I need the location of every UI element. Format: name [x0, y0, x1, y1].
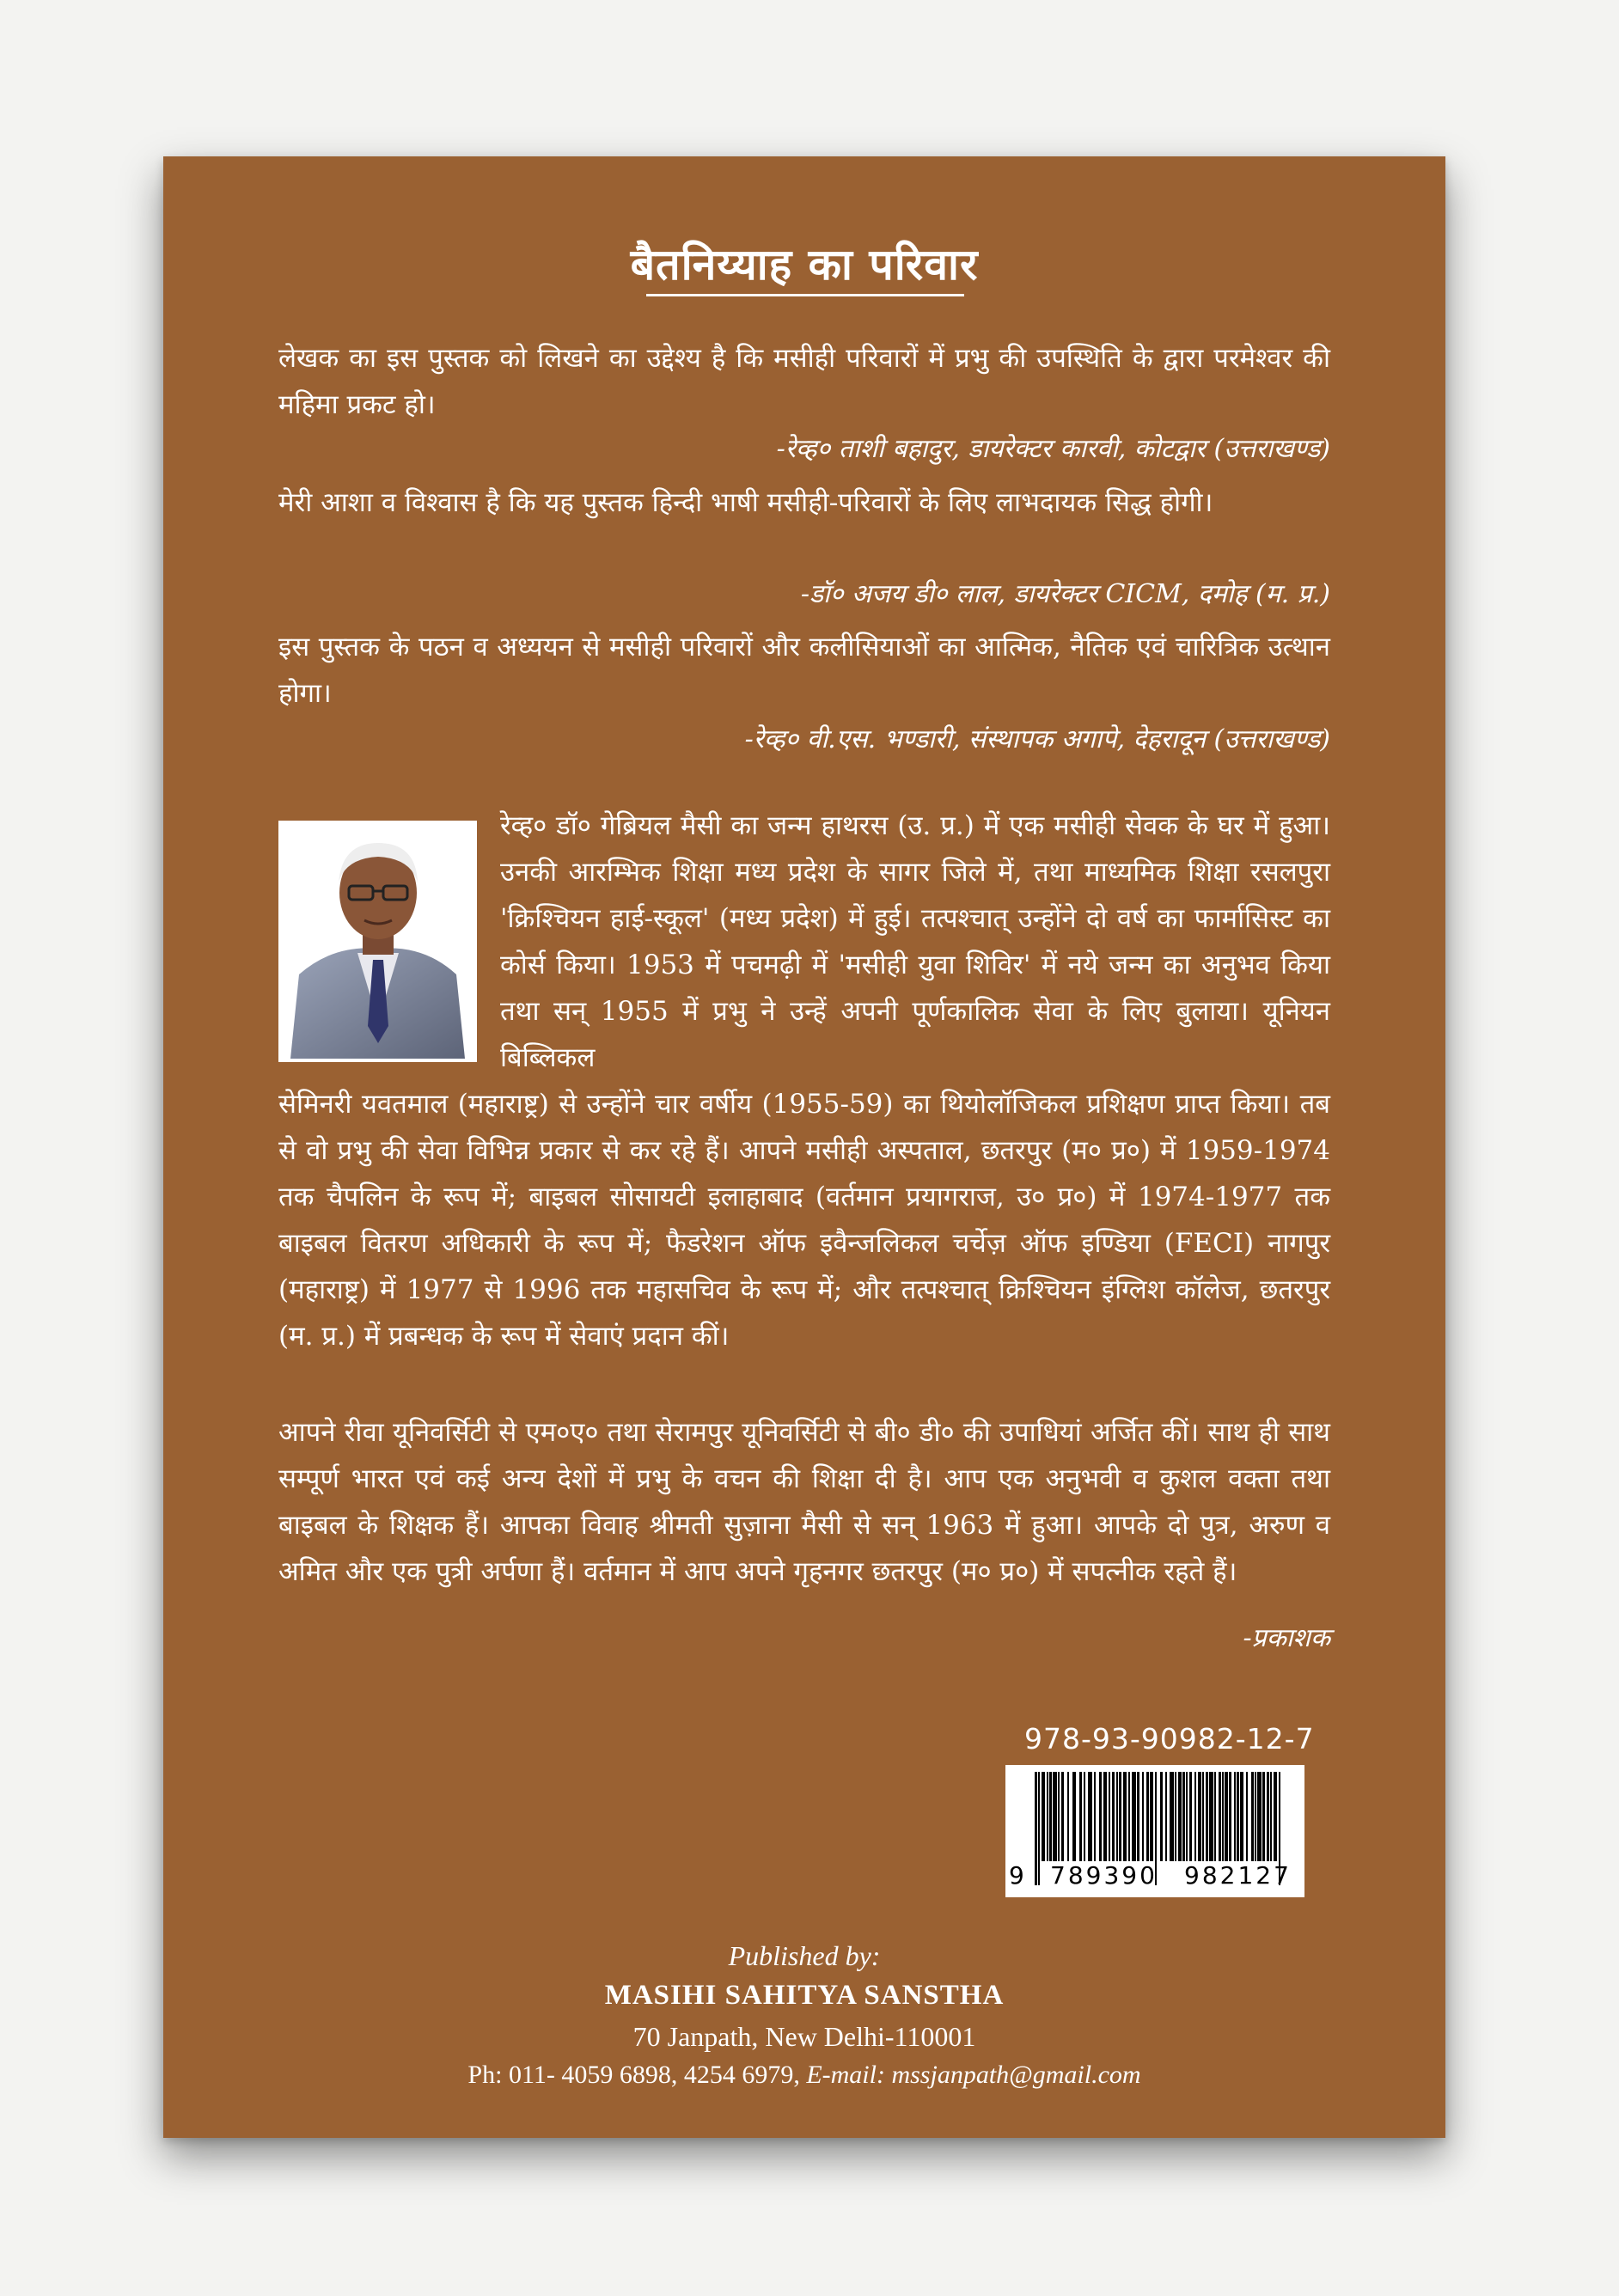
- publisher-phone: Ph: 011- 4059 6898, 4254 6979,: [467, 2061, 807, 2089]
- barcode-bar: [1246, 1772, 1248, 1861]
- barcode-bar: [1142, 1772, 1144, 1861]
- barcode-bar: [1165, 1772, 1167, 1861]
- barcode-bar: [1137, 1772, 1139, 1861]
- barcode-bar: [1206, 1772, 1208, 1861]
- quote-3-text: इस पुस्तक के पठन व अध्ययन से मसीही परिवारों और कलीसियाओं का आत्मिक, नैतिक एवं चारित्रिक उत्थान होगा।: [278, 632, 1330, 709]
- bio-paragraph-beside-photo: रेव्ह० डॉ० गेब्रियल मैसी का जन्म हाथरस (उ. प्र.) में एक मसीही सेवक के घर में हुआ। उनकी आरम्भिक शिक्षा मध्य प्रदेश के सागर जिले में, तथा माध्यमिक शिक्षा रसलपुरा 'क्रिश्चियन हाई-स्कूल' (मध्य प्रदेश) में हुई। तत्पश्चात् उन्होंने दो वर्ष का फार्मासिस्ट का कोर्स किया। 1953 में पचमढ़ी में 'मसीही युवा शिविर' में नये जन्म का अनुभव किया तथा सन् 1955 में प्रभु ने उन्हें अपनी पूर्णकालिक सेवा के लिए बुलाया। यूनियन बिब्लिकल: [500, 810, 1330, 1073]
- barcode-bar: [1099, 1772, 1102, 1861]
- barcode-digits-mid: 789390: [1050, 1861, 1158, 1890]
- barcode-bar: [1061, 1772, 1064, 1861]
- barcode-bar: [1109, 1772, 1110, 1861]
- barcode-bar: [1274, 1772, 1277, 1861]
- barcode-bar: [1225, 1772, 1228, 1861]
- barcode-bar: [1198, 1772, 1201, 1861]
- barcode-bar: [1103, 1772, 1107, 1861]
- barcode-bar: [1229, 1772, 1231, 1861]
- barcode-bar: [1088, 1772, 1092, 1861]
- barcode-bar: [1053, 1772, 1057, 1861]
- barcode-bar: [1267, 1772, 1269, 1861]
- published-by-label: Published by:: [728, 1940, 881, 1971]
- isbn-number: 978-93-90982-12-7: [1024, 1722, 1315, 1756]
- author-portrait-image: [282, 824, 473, 1059]
- barcode-bar: [1094, 1772, 1096, 1861]
- barcode-bar: [1178, 1772, 1182, 1861]
- publisher-contact: [163, 2061, 1445, 2090]
- barcode-bar: [1222, 1772, 1224, 1861]
- barcode-bar: [1194, 1772, 1196, 1861]
- publisher-address: 70 Janpath, New Delhi-110001: [632, 2021, 976, 2052]
- barcode-bar: [1202, 1772, 1204, 1861]
- barcode-bar: [1234, 1772, 1236, 1861]
- barcode-bar: [1170, 1772, 1174, 1861]
- barcode-bar: [1058, 1772, 1060, 1861]
- quote-2-attribution: -डॉ० अजय डी० लाल, डायरेक्टर CICM, दमोह (म. प्र.): [800, 579, 1330, 609]
- barcode-bar: [1175, 1772, 1176, 1861]
- barcode-bar: [1150, 1772, 1153, 1861]
- barcode-digits-right: 982127: [1184, 1861, 1292, 1890]
- publisher-email: mssjanpath@gmail.com: [891, 2061, 1141, 2089]
- bio-paragraph-continued: सेमिनरी यवतमाल (महाराष्ट्र) से उन्होंने चार वर्षीय (1955-59) का थियोलॉजिकल प्रशिक्षण प्राप्त किया। तब से वो प्रभु की सेवा विभिन्न प्रकार से कर रहे हैं। आपने मसीही अस्पताल, छतरपुर (म० प्र०) में 1959-1974 तक चैपलिन के रूप में; बाइबल सोसायटी इलाहाबाद (वर्तमान प्रयागराज, उ० प्र०) में 1974-1977 तक बाइबल वितरण अधिकारी के रूप में; फैडरेशन ऑफ इवैन्जलिकल चर्चेज़ ऑफ इण्डिया (FECI) नागपुर (महाराष्ट्र) में 1977 से 1996 तक महासचिव के रूप में; और तत्पश्चात् क्रिश्चियन इंग्लिश कॉलेज, छतरपुर (म. प्र.) में प्रबन्धक के रूप में सेवाएं प्रदान कीं।: [278, 1089, 1330, 1352]
- barcode-bar: [1042, 1772, 1045, 1861]
- publisher-name: MASIHI SAHITYA SANSTHA: [604, 1980, 1005, 2011]
- isbn-barcode: [1005, 1765, 1304, 1897]
- barcode-bar: [1084, 1772, 1085, 1861]
- barcode-bar: [1240, 1772, 1243, 1861]
- barcode-bar: [1160, 1772, 1163, 1861]
- barcode-bar: [1251, 1772, 1254, 1861]
- barcode-bar: [1123, 1772, 1127, 1861]
- barcode-bar: [1035, 1772, 1037, 1885]
- email-label: E-mail:: [806, 2061, 892, 2089]
- barcode-bar: [1112, 1772, 1115, 1861]
- author-photo: [278, 821, 477, 1062]
- barcode-bar: [1146, 1772, 1149, 1861]
- barcode-bar: [1049, 1772, 1052, 1861]
- bio-paragraph-2: आपने रीवा यूनिवर्सिटी से एम०ए० तथा सेरामपुर यूनिवर्सिटी से बी० डी० की उपाधियां अर्जित कीं। साथ ही साथ सम्पूर्ण भारत एवं कई अन्य देशों में प्रभु के वचन की शिक्षा दी है। आप एक अनुभवी व कुशल वक्ता तथा बाइबल के शिक्षक हैं। आपका विवाह श्रीमती सुज़ाना मैसी से सन् 1963 में हुआ। आपके दो पुत्र, अरुण व अमित और एक पुत्री अर्पणा हैं। वर्तमान में आप अपने गृहनगर छतरपुर (म० प्र०) में सपत्नीक रहते हैं।: [278, 1417, 1330, 1587]
- barcode-bar: [1038, 1772, 1040, 1885]
- barcode-bar: [1257, 1772, 1262, 1861]
- barcode-bar: [1079, 1772, 1082, 1861]
- barcode-bar: [1219, 1772, 1221, 1861]
- book-back-cover: [163, 156, 1445, 2138]
- barcode-bar: [1189, 1772, 1192, 1861]
- barcode-bar: [1209, 1772, 1213, 1861]
- barcode-bar: [1237, 1772, 1239, 1861]
- barcode-bar: [1119, 1772, 1121, 1861]
- barcode-bar: [1132, 1772, 1136, 1861]
- quote-1-text: लेखक का इस पुस्तक को लिखने का उद्देश्य है कि मसीही परिवारों में प्रभु की उपस्थिति के द्वारा परमेश्वर की महिमा प्रकट हो।: [278, 343, 1330, 420]
- barcode-bar: [1072, 1772, 1076, 1861]
- book-title: बैतनिय्याह का परिवार: [630, 239, 979, 290]
- barcode-bar: [1255, 1772, 1256, 1861]
- barcode-bar: [1047, 1772, 1048, 1861]
- barcode-bar: [1128, 1772, 1130, 1861]
- quote-2-text: मेरी आशा व विश्वास है कि यह पुस्तक हिन्दी भाषी मसीही-परिवारों के लिए लाभदायक सिद्ध होगी।: [278, 487, 1213, 518]
- barcode-bar: [1262, 1772, 1265, 1861]
- barcode-digit-left: 9: [1009, 1861, 1024, 1890]
- barcode-bar: [1182, 1772, 1185, 1861]
- barcode-bar: [1067, 1772, 1069, 1861]
- title-underline: [646, 294, 964, 296]
- publisher-signature: -प्रकाशक: [1243, 1623, 1330, 1653]
- quote-3-attribution: -रेव्ह० वी.एस. भण्डारी, संस्थापक अगापे, देहरादून (उत्तराखण्ड): [744, 724, 1330, 754]
- barcode-bar: [1270, 1772, 1272, 1861]
- barcode-bar: [1186, 1772, 1188, 1861]
- barcode-bar: [1116, 1772, 1118, 1861]
- quote-1-attribution: -रेव्ह० ताशी बहादुर, डायरेक्टर कारवी, कोटद्वार (उत्तराखण्ड): [776, 434, 1330, 464]
- barcode-bar: [1214, 1772, 1216, 1861]
